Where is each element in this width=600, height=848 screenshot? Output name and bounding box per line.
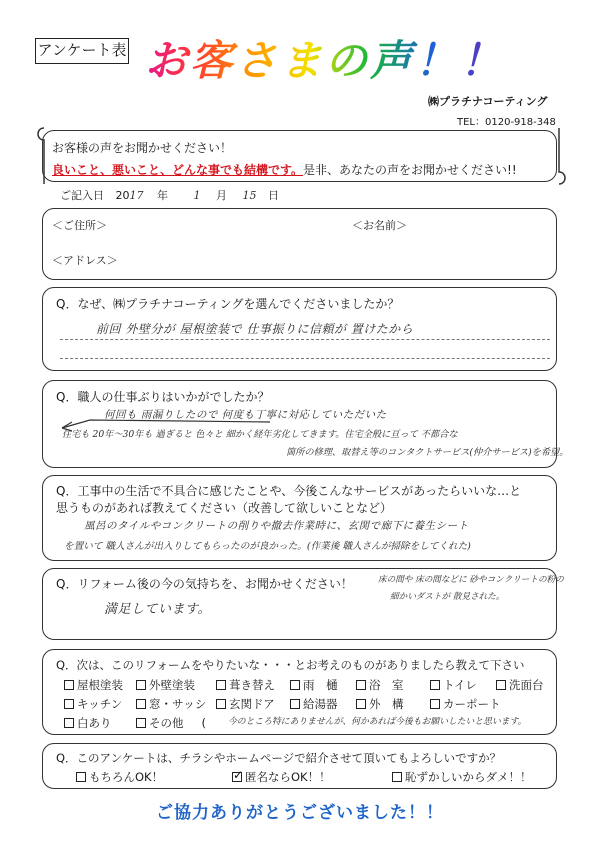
- answer-2-line-2[interactable]: 住宅も 20年～30年も 過ぎると 色々と 細かく経年劣化してきます。住宅全般に亘って 不都合な: [62, 429, 458, 440]
- checkbox[interactable]: [136, 680, 146, 690]
- option-window[interactable]: 窓・サッシ: [136, 696, 206, 712]
- option-front-door[interactable]: 玄関ドア: [216, 696, 275, 712]
- option-kitchen[interactable]: キッチン: [64, 696, 122, 712]
- question-5: Q．次は、このリフォームをやりたいな・・・とお考えのものがありましたら教えて下さい: [56, 658, 525, 672]
- thanks-message: ご協力ありがとうございました！！: [156, 803, 444, 823]
- scroll-curl-icon: [548, 126, 570, 186]
- option-reroof[interactable]: 葺き替え: [216, 677, 275, 693]
- intro-emphasis: 良いこと、悪いこと、どんな事でも結構です。: [52, 163, 304, 177]
- checkbox[interactable]: [430, 680, 440, 690]
- checkbox[interactable]: [356, 680, 366, 690]
- page-title: お客さまの声！！: [145, 28, 505, 88]
- option-vanity[interactable]: 洗面台: [496, 677, 544, 693]
- option-anonymous-ok[interactable]: ✓ 匿名ならOK！！: [232, 769, 331, 785]
- question-3-text-1: Q．工事中の生活で不具合に感じたことや、今後こんなサービスがあったらいいな…と: [56, 484, 522, 498]
- answer-4[interactable]: 満足しています。: [104, 602, 211, 617]
- customer-info-box: [42, 208, 557, 280]
- checkbox-checked[interactable]: [232, 772, 242, 782]
- answer-line: [60, 339, 550, 340]
- question-4: Q．リフォーム後の今の気持ちを、お聞かせください！: [56, 577, 353, 591]
- checkbox[interactable]: [76, 772, 86, 782]
- question-2: Q．職人の仕事ぶりはいかがでしたか？: [56, 390, 270, 404]
- checkbox[interactable]: [136, 718, 146, 728]
- answer-4-note-2[interactable]: 細かいダストが 散見された。: [390, 592, 505, 602]
- question-1: Q．なぜ、㈱プラチナコーティングを選んでくださいましたか？: [56, 297, 400, 311]
- checkbox[interactable]: [64, 718, 74, 728]
- question-6: Q．このアンケートは、チラシやホームページで紹介させて頂いてもよろしいですか？: [56, 751, 502, 765]
- address-label: ＜ご住所＞: [52, 219, 107, 232]
- checkbox[interactable]: [392, 772, 402, 782]
- checkbox[interactable]: [290, 699, 300, 709]
- answer-2-line-3[interactable]: 箇所の修理、取替え等のコンタクトサービス(仲介サービス)を希望。: [286, 447, 569, 458]
- option-ok[interactable]: もちろんOK！: [76, 769, 163, 785]
- checkbox[interactable]: [216, 699, 226, 709]
- checkbox[interactable]: [136, 699, 146, 709]
- year-value[interactable]: 17: [129, 189, 144, 202]
- month-value[interactable]: 1: [193, 189, 201, 202]
- answer-line: [60, 358, 550, 359]
- intro-line-1: お客様の声をお聞かせください！: [52, 141, 233, 155]
- day-value[interactable]: 15: [242, 189, 257, 202]
- day-label: 日: [268, 189, 279, 202]
- month-label: 月: [216, 189, 227, 202]
- checkbox[interactable]: [64, 680, 74, 690]
- checkbox[interactable]: [290, 680, 300, 690]
- answer-4-note-1[interactable]: 床の間や 床の間などに 砂やコンクリートの粉の: [378, 575, 564, 585]
- option-other[interactable]: その他 (: [136, 715, 206, 731]
- checkbox[interactable]: [216, 680, 226, 690]
- name-label: ＜お名前＞: [352, 219, 407, 232]
- checkbox[interactable]: [496, 680, 506, 690]
- email-label: ＜アドレス＞: [52, 254, 118, 267]
- form-label: アンケート表: [35, 38, 129, 64]
- intro-line-2: [52, 161, 517, 178]
- year-label: 年: [157, 189, 168, 202]
- checkbox[interactable]: [64, 699, 74, 709]
- answer-3-line-1[interactable]: 風呂のタイルやコンクリートの削りや撤去作業時に、玄関で廊下に養生シート: [84, 520, 469, 532]
- option-bathroom[interactable]: 浴 室: [356, 677, 404, 693]
- phone-number: TEL：0120-918-348: [457, 117, 556, 128]
- option-water-heater[interactable]: 給湯器: [290, 696, 338, 712]
- question-3-line-2: 思うものがあれば教えてください（改善して欲しいことなど）: [56, 501, 393, 515]
- option-exterior[interactable]: 外 構: [356, 696, 404, 712]
- answer-3-line-2[interactable]: を置いて 職人さんが出入りしてもらったのが良かった。(作業後 職人さんが掃除をしてくれた): [64, 541, 471, 552]
- answer-2-line-1[interactable]: 何回も 雨漏りしたので 何度も丁寧に対応していただいた: [104, 409, 387, 421]
- checkbox[interactable]: [356, 699, 366, 709]
- other-answer[interactable]: 今のところ特にありませんが、何かあれば今後もお願いしたいと思います。: [228, 717, 527, 727]
- option-toilet[interactable]: トイレ: [430, 677, 477, 693]
- question-3-line-1: [56, 482, 521, 499]
- option-no[interactable]: 恥ずかしいからダメ！！: [392, 769, 532, 785]
- option-gutter[interactable]: 雨 樋: [290, 677, 338, 693]
- option-roof-paint[interactable]: 屋根塗装: [64, 677, 123, 693]
- option-carport[interactable]: カーポート: [430, 696, 501, 712]
- intro-request: 是非、あなたの声をお聞かせください!!: [303, 163, 517, 177]
- option-termite[interactable]: 白あり: [64, 715, 112, 731]
- answer-1[interactable]: 前回 外壁分が 屋根塗装で 仕事振りに信頼が 置けたから: [96, 322, 414, 336]
- entry-date: [60, 187, 279, 203]
- date-label: ご記入日: [60, 189, 104, 202]
- checkbox[interactable]: [430, 699, 440, 709]
- year-prefix: 20: [115, 189, 130, 202]
- company-name: ㈱プラチナコーティング: [428, 95, 548, 108]
- option-wall-paint[interactable]: 外壁塗装: [136, 677, 195, 693]
